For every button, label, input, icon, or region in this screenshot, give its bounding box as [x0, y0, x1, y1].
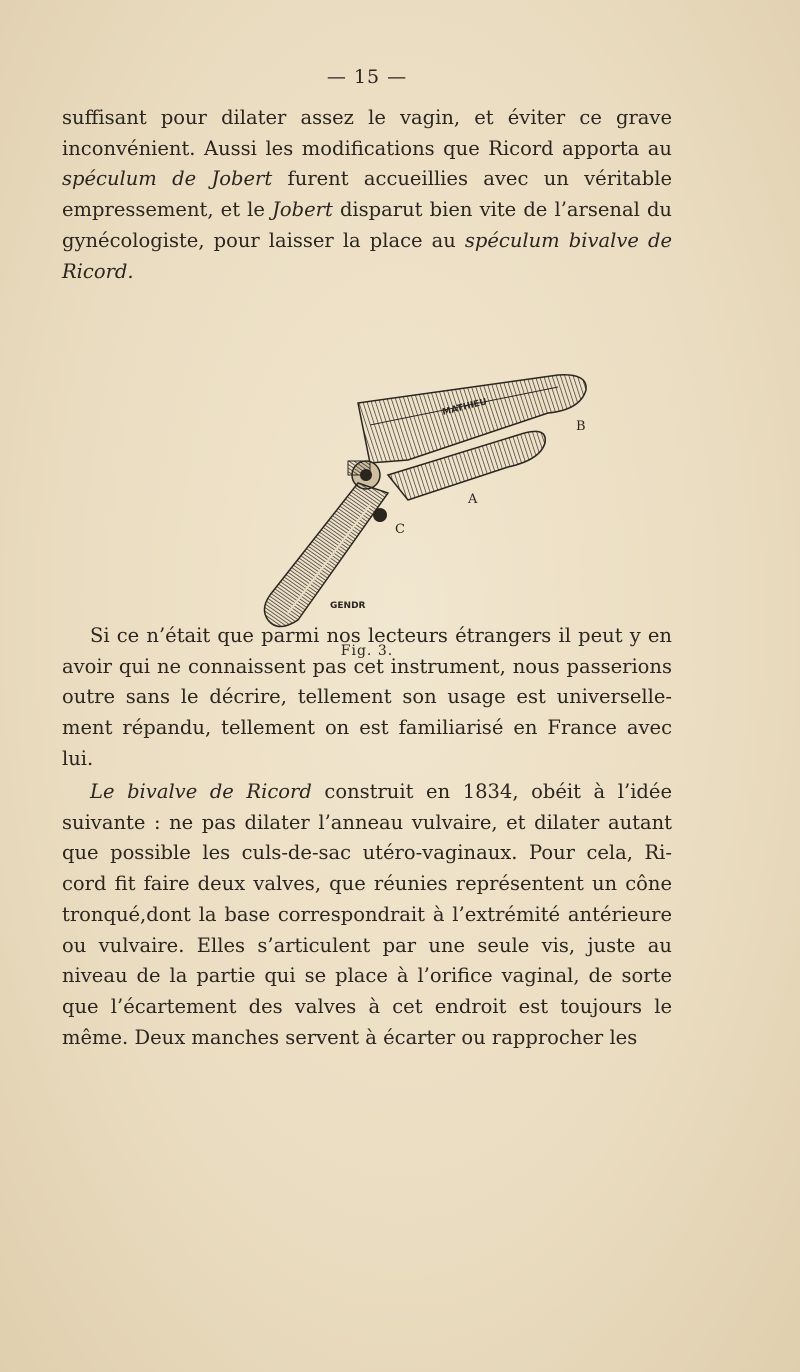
p3-italic-bivalve: Le bivalve de Ricord [90, 780, 312, 803]
label-a: A [468, 492, 478, 507]
speculum-illustration [258, 365, 603, 630]
label-c: C [395, 522, 405, 537]
p1-italic-speculum-ricord: spéculum bivalve de Ricord. [62, 228, 672, 283]
paragraph-3 [62, 777, 672, 1053]
handle-c [264, 483, 388, 627]
paragraph-1 [62, 103, 672, 287]
engraving-gendr: GENDR [330, 601, 366, 611]
p1-italic-speculum-jobert: spéculum de Jobert [62, 167, 273, 191]
p1-text-2: furent accueillies avec un véritable empressement, et le [62, 167, 672, 222]
engraving-mathieu: MATHIEU [441, 397, 489, 418]
p1-text-1: suffisant pour dilater assez le vagin, et éviter ce grave inconvénient. Aussi les modifications que Ricord apporta au [62, 106, 672, 160]
label-b: B [576, 419, 586, 434]
p1-text-3: disparut bien vite de l’arsenal du gynécologiste, pour laisser la place au [62, 198, 672, 252]
p1-italic-jobert: Jobert [272, 198, 333, 222]
figure-caption: Fig. 3. [340, 643, 394, 659]
paragraph-2: Si ce n’était que parmi nos lecteurs étrangers il peut y en avoir qui ne connaissent pas cet instrument, nous passerions outre sans le décrire, tellement son usage est universelle-ment répandu, tellement on est familiarisé en France avec lui. [62, 624, 672, 770]
p3-text: construit en 1834, obéit à l’idée suivante : ne pas dilater l’anneau vulvaire, et dilater autant que possible les culs-de-sac utéro-vaginaux. Pour cela, Ri-cord fit faire deux valves, que réunies représentent un cône tronqué,dont la base correspondrait à l’extrémité antérieure ou vulvaire. Elles s’articulent par une seule vis, juste au niveau de la partie qui se place à l’orifice vaginal, de sorte que l’écartement des valves à cet endroit est toujours le même. Deux manches servent à écarter ou rapprocher les [62, 780, 672, 1049]
page-number: — 15 — [326, 66, 408, 88]
